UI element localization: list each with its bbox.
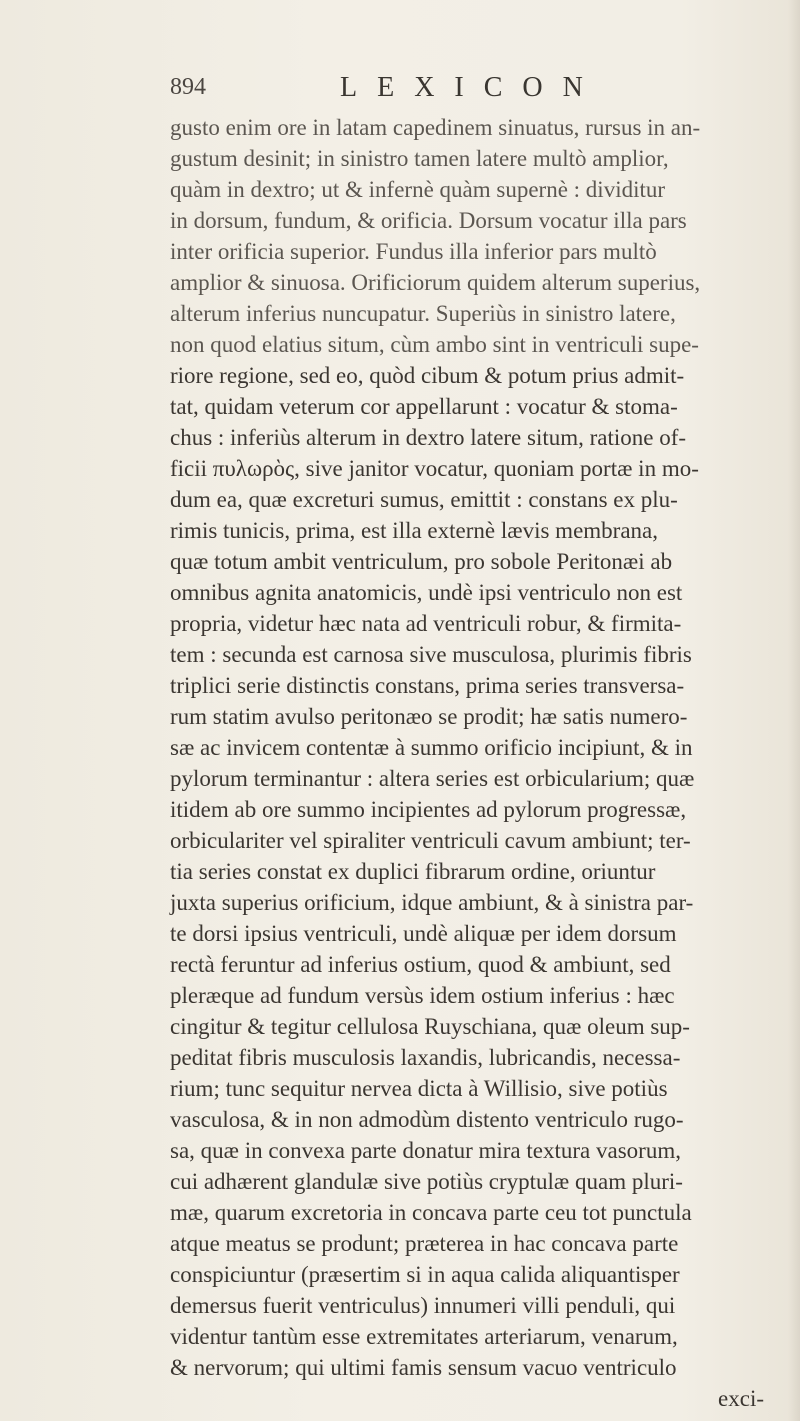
text-line: cui adhærent glandulæ sive potiùs cryptulæ quam pluri-: [170, 1169, 683, 1194]
text-line: demersus fuerit ventriculus) innumeri villi penduli, qui: [170, 1293, 676, 1318]
text-line: triplici serie distinctis constans, prima series transversa-: [170, 673, 685, 698]
text-line: tia series constat ex duplici fibrarum ordine, oriuntur: [170, 859, 656, 884]
text-line: dum ea, quæ excreturi sumus, emittit : constans ex plu-: [170, 487, 678, 512]
text-line: ficii πυλωρὸς, sive janitor vocatur, quoniam portæ in mo-: [170, 456, 699, 481]
text-line: gusto enim ore in latam capedinem sinuatus, rursus in an-: [170, 115, 701, 140]
text-line: pylorum terminantur : altera series est orbicularium; quæ: [170, 766, 695, 791]
text-line: sæ ac invicem contentæ à summo orificio incipiunt, & in: [170, 735, 693, 760]
text-line: gustum desinit; in sinistro tamen latere multò amplior,: [170, 146, 669, 171]
text-line: cingitur & tegitur cellulosa Ruyschiana, quæ oleum sup-: [170, 1014, 690, 1039]
catchword: exci-: [718, 1386, 764, 1411]
text-line: pleræque ad fundum versùs idem ostium inferius : hæc: [170, 983, 675, 1008]
body-text: [170, 112, 790, 1414]
text-line: juxta superius orificium, idque ambiunt, & à sinistra par-: [170, 890, 694, 915]
text-line: te dorsi ipsius ventriculi, undè aliquæ per idem dorsum: [170, 921, 677, 946]
text-line: in dorsum, fundum, & orificia. Dorsum vocatur illa pars: [170, 208, 687, 233]
running-title: LEXICON: [340, 72, 603, 103]
running-head: [170, 70, 790, 110]
text-line: quàm in dextro; ut & infernè quàm supernè : dividitur: [170, 177, 666, 202]
text-line: conspiciuntur (præsertim si in aqua calida aliquantisper: [170, 1262, 680, 1287]
text-line: orbiculariter vel spiraliter ventriculi cavum ambiunt; ter-: [170, 828, 691, 853]
text-line: non quod elatius situm, cùm ambo sint in ventriculi supe-: [170, 332, 699, 357]
text-line: atque meatus se produnt; præterea in hac concava parte: [170, 1231, 679, 1256]
text-line: sa, quæ in convexa parte donatur mira textura vasorum,: [170, 1138, 681, 1163]
text-line: alterum inferius nuncupatur. Superiùs in sinistro latere,: [170, 301, 676, 326]
text-line: vasculosa, & in non admodùm distento ventriculo rugo-: [170, 1107, 684, 1132]
text-line: rium; tunc sequitur nervea dicta à Willisio, sive potiùs: [170, 1076, 668, 1101]
text-line: omnibus agnita anatomicis, undè ipsi ventriculo non est: [170, 580, 683, 605]
text-line: inter orificia superior. Fundus illa inferior pars multò: [170, 239, 657, 264]
text-line: peditat fibris musculosis laxandis, lubricandis, necessa-: [170, 1045, 681, 1070]
text-line: videntur tantùm esse extremitates arteriarum, venarum,: [170, 1324, 678, 1349]
text-line: tem : secunda est carnosa sive musculosa, plurimis fibris: [170, 642, 692, 667]
text-line: rectà feruntur ad inferius ostium, quod & ambiunt, sed: [170, 952, 671, 977]
text-line: rimis tunicis, prima, est illa externè lævis membrana,: [170, 518, 658, 543]
text-line: & nervorum; qui ultimi famis sensum vacuo ventriculo: [170, 1355, 677, 1380]
text-line: itidem ab ore summo incipientes ad pylorum progressæ,: [170, 797, 687, 822]
text-line: chus : inferiùs alterum in dextro latere situm, ratione of-: [170, 425, 687, 450]
text-line: mæ, quarum excretoria in concava parte ceu tot punctula: [170, 1200, 692, 1225]
text-line: riore regione, sed eo, quòd cibum & potum prius admit-: [170, 363, 685, 388]
text-line: tat, quidam veterum cor appellarunt : vocatur & stoma-: [170, 394, 678, 419]
text-line: rum statim avulso peritonæo se prodit; hæ satis numero-: [170, 704, 688, 729]
text-line: quæ totum ambit ventriculum, pro sobole Peritonæi ab: [170, 549, 673, 574]
text-line: amplior & sinuosa. Orificiorum quidem alterum superius,: [170, 270, 701, 295]
page-edge-shadow: [788, 0, 800, 1421]
page-number: 894: [170, 74, 206, 100]
text-line: propria, videtur hæc nata ad ventriculi robur, & firmita-: [170, 611, 682, 636]
